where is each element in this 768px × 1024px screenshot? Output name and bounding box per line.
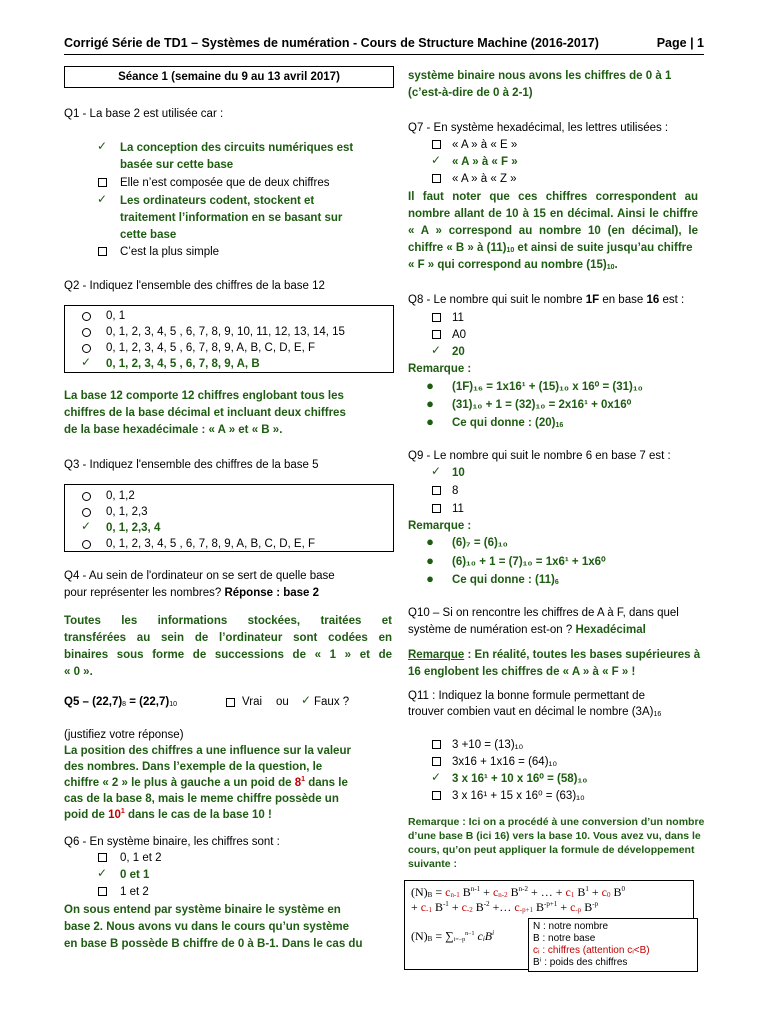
q8-bold: 16 xyxy=(646,294,660,306)
bullet-icon: ● xyxy=(426,534,434,549)
q2-option: 0, 1, 2, 3, 4, 5 , 6, 7, 8, 9, 10, 11, 12, 13, 14, 15 xyxy=(106,326,345,338)
formula-line-3: $(N)_B = \sum_{i=-p}^{n-1}$ $c_iB^i$ xyxy=(411,929,495,943)
q11-remark: suivante : xyxy=(408,858,458,870)
q4-answer: Réponse : base 2 xyxy=(224,587,320,599)
checkbox-icon xyxy=(428,484,444,500)
header-title: Corrigé Série de TD1 – Systèmes de numération - Cours de Structure Machine (2016-2017) xyxy=(64,36,599,50)
q5-explanation: des nombres. Dans l’exemple de la question, le xyxy=(64,761,323,773)
legend-c: cᵢ : chiffres (attention cᵢ<B) xyxy=(533,945,650,956)
q6-option: 1 et 2 xyxy=(120,886,149,898)
q8-remark-line: (31)₁₀ + 1 = (32)₁₀ = 2x16¹ + 0x16⁰ xyxy=(452,399,632,411)
q10-remark-label: Remarque xyxy=(408,649,465,661)
q9-option: 11 xyxy=(452,503,464,515)
q5-vrai: Vrai xyxy=(242,696,263,708)
q8-text: Q8 - Le nombre qui suit le nombre xyxy=(408,294,586,306)
q9-remark-line: (6)₇ = (6)₁₀ xyxy=(452,537,508,549)
bullet-icon: ● xyxy=(426,378,434,393)
q7-option: « A » à « E » xyxy=(452,139,518,151)
q8-option: 11 xyxy=(452,312,464,324)
q6-option-correct: 0 et 1 xyxy=(120,869,150,881)
q11-option: 3 x 16¹ + 15 x 16⁰ = (63)₁₀ xyxy=(452,790,585,802)
q11-text: trouver combien vaut en décimal le nombre (3A) xyxy=(408,706,654,718)
q10-remark xyxy=(408,647,700,663)
radio-icon xyxy=(78,326,94,342)
q11-question: Q11 : Indiquez la bonne formule permettant de xyxy=(408,690,645,702)
checkbox-icon xyxy=(94,176,110,192)
q5-explanation: cas de la base 8, mais le meme chiffre possède un xyxy=(64,793,339,805)
check-icon: ✓ xyxy=(430,770,442,784)
q8-text: Ce qui donne : (20) xyxy=(452,417,556,429)
radio-icon xyxy=(78,310,94,326)
q3-option: 0, 1,2 xyxy=(106,490,135,502)
q8-option: A0 xyxy=(452,329,467,341)
q1-option-1: La conception des circuits numériques est xyxy=(120,142,354,154)
check-icon: ✓ xyxy=(96,866,108,880)
q2-option: 0, 1 xyxy=(106,310,126,322)
q11-question-cont xyxy=(408,704,661,720)
q7-question: Q7 - En système hexadécimal, les lettres utilisées : xyxy=(408,122,669,134)
q10-remark: 16 englobent les chiffres de « A » à « F » ! xyxy=(408,666,636,678)
q11-remark: d’une base B (ici 16) vers la base 10. Vous avez vu, dans le xyxy=(408,830,701,842)
q1-option-3-cont: traitement l’information en se basant sur xyxy=(120,212,343,224)
q8-bold: 1F xyxy=(585,294,600,306)
q7-option: « A » à « Z » xyxy=(452,173,517,185)
q8-text: est : xyxy=(659,294,685,306)
q2-answer: de la base hexadécimale : « A » et « B ». xyxy=(64,424,283,436)
q11-option: 3 +10 = (13)₁₀ xyxy=(452,739,524,751)
q8-text: en base xyxy=(599,294,647,306)
q10-question-cont xyxy=(408,622,646,638)
formula-legend xyxy=(528,918,698,972)
q8-sub: 16 xyxy=(555,422,564,429)
right-column xyxy=(408,0,708,1024)
q5-explanation xyxy=(64,775,348,791)
q5-red: 10 xyxy=(108,809,121,821)
q7-text: « F » qui correspond au nombre (15) xyxy=(408,259,607,271)
q9-option: 8 xyxy=(452,485,459,497)
q4-explanation: binaires sous forme de successions de « 1 » et de xyxy=(64,649,392,661)
q2-option-correct: 0, 1, 2, 3, 4, 5 , 6, 7, 8, 9, A, B xyxy=(106,358,260,370)
q6-explanation: (c’est-à-dire de 0 à 2-1) xyxy=(408,87,533,99)
q7-sub: 10 xyxy=(506,247,515,254)
q5-sub: 8 xyxy=(122,701,127,708)
q6-explanation: en base B possède B chiffre de 0 à B-1. Dans le cas du xyxy=(64,938,363,950)
q6-explanation: On sous entend par système binaire le système en xyxy=(64,904,341,916)
bullet-icon: ● xyxy=(426,414,434,429)
q11-remark: cours, qu’on peut appliquer la formule de développement xyxy=(408,844,695,856)
q2-option: 0, 1, 2, 3, 4, 5 , 6, 7, 8, 9, A, B, C, D, E, F xyxy=(106,342,316,354)
bullet-icon: ● xyxy=(426,553,434,568)
check-icon: ✓ xyxy=(96,139,108,153)
legend-b: B : notre base xyxy=(533,933,596,944)
q2-answer: chiffres de la base décimal et incluant deux chiffres xyxy=(64,407,346,419)
q11-sub: 16 xyxy=(653,711,662,718)
q7-explanation: Il faut noter que ces chiffres correspondent au xyxy=(408,191,698,203)
q7-explanation: « A » correspond au nombre 10 (en décimal), le xyxy=(408,225,698,237)
left-column xyxy=(64,0,394,1024)
q7-text: et ainsi de suite jusqu’au chiffre xyxy=(514,242,693,254)
checkbox-icon xyxy=(428,738,444,754)
q6-explanation: base 2. Nous avons vu dans le cours qu’un système xyxy=(64,921,350,933)
q6-explanation: système binaire nous avons les chiffres de 0 à 1 xyxy=(408,70,672,82)
q4-explanation: Toutes les informations stockées, traitées et xyxy=(64,615,392,627)
q5-text: poid de xyxy=(64,809,109,821)
q7-text: chiffre « B » à (11) xyxy=(408,242,507,254)
check-icon: ✓ xyxy=(96,192,108,206)
q5-faux: Faux ? xyxy=(314,696,350,708)
check-icon: ✓ xyxy=(430,153,442,167)
formula-line-1: $(N)_B = c_{n-1}$ $B^{n-1} + c_{n-2}$ $B^{n-2}$ + … + $c_1$ $B^1 + c_0$ $B^0$ xyxy=(411,885,625,899)
q7-text: . xyxy=(614,259,618,271)
q9-question: Q9 - Le nombre qui suit le nombre 6 en base 7 est : xyxy=(408,450,671,462)
q5-sub: 10 xyxy=(169,701,178,708)
checkbox-icon xyxy=(428,311,444,327)
q11-option-correct: 3 x 16¹ + 10 x 16⁰ = (58)₁₀ xyxy=(452,773,588,785)
q10-text: système de numération est-on ? xyxy=(408,624,576,636)
bullet-icon: ● xyxy=(426,396,434,411)
radio-icon xyxy=(78,538,94,554)
checkbox-icon xyxy=(94,885,110,901)
q7-explanation xyxy=(408,240,693,256)
q9-option-correct: 10 xyxy=(452,467,465,479)
page-number: Page | 1 xyxy=(656,36,704,50)
q5-label: Q5 – (22,7) xyxy=(64,696,123,708)
q5-justify: (justifiez votre réponse) xyxy=(64,729,184,741)
q10-question: Q10 – Si on rencontre les chiffres de A à F, dans quel xyxy=(408,607,679,619)
q10-answer: Hexadécimal xyxy=(575,624,646,636)
q8-question xyxy=(408,292,684,308)
q9-text: Ce qui donne : (11) xyxy=(452,574,555,586)
formula-line-2: + $c_{-1}$ $B^{-1} + c_{-2}$ $B^{-2}$ +… $c_{-p+1}$ $B^{-p+1} + c_{-p}$ $B^{-p}$ xyxy=(411,900,599,914)
q9-sub: 6 xyxy=(554,579,559,586)
q3-question: Q3 - Indiquez l'ensemble des chiffres de la base 5 xyxy=(64,459,319,471)
q5-ou: ou xyxy=(276,696,289,708)
q1-option-3: Les ordinateurs codent, stockent et xyxy=(120,195,315,207)
q5-red-sup: 1 xyxy=(301,776,306,784)
q5-text: dans le xyxy=(305,777,348,789)
q5-eq: = (22,7) xyxy=(126,696,170,708)
checkbox-icon xyxy=(428,789,444,805)
q9-remark-line xyxy=(452,572,559,588)
legend-bi: Bⁱ : poids des chiffres xyxy=(533,957,628,968)
q10-text: : En réalité, toutes les bases supérieures à xyxy=(464,649,701,661)
q5-question xyxy=(64,694,177,710)
q4-question-cont xyxy=(64,585,319,601)
q5-red: 8 xyxy=(294,777,302,789)
q8-remark-line xyxy=(452,415,563,431)
q1-question: Q1 - La base 2 est utilisée car : xyxy=(64,108,224,120)
q3-option: 0, 1, 2, 3, 4, 5 , 6, 7, 8, 9, A, B, C, D, E, F xyxy=(106,538,316,550)
q7-explanation xyxy=(408,257,618,273)
check-icon: ✓ xyxy=(430,464,442,478)
q4-question-text: pour représenter les nombres? xyxy=(64,587,225,599)
q1-option-2: Elle n’est composée que de deux chiffres xyxy=(120,177,330,189)
q7-explanation: nombre allant de 10 à 15 en décimal. Ainsi le chiffre xyxy=(408,208,698,220)
bullet-icon: ● xyxy=(426,571,434,586)
q4-question: Q4 - Au sein de l'ordinateur on se sert de quelle base xyxy=(64,570,335,582)
q5-text: chiffre « 2 » le plus à gauche a un poid de xyxy=(64,777,295,789)
checkbox-icon xyxy=(94,245,110,261)
q2-question: Q2 - Indiquez l'ensemble des chiffres de la base 12 xyxy=(64,280,325,292)
check-icon: ✓ xyxy=(80,519,92,533)
q5-text: dans le cas de la base 10 ! xyxy=(124,809,272,821)
q1-option-1-cont: basée sur cette base xyxy=(120,159,234,171)
q5-explanation: La position des chiffres a une influence sur la valeur xyxy=(64,745,351,757)
q11-option: 3x16 + 1x16 = (64)₁₀ xyxy=(452,756,558,768)
checkbox-icon xyxy=(428,172,444,188)
q8-option-correct: 20 xyxy=(452,346,465,358)
q4-explanation: « 0 ». xyxy=(64,666,93,678)
q9-remarque: Remarque : xyxy=(408,520,472,532)
q1-option-3-cont2: cette base xyxy=(120,229,177,241)
q6-option: 0, 1 et 2 xyxy=(120,852,162,864)
check-icon: ✓ xyxy=(430,343,442,357)
legend-n: N : notre nombre xyxy=(533,921,609,932)
q3-option: 0, 1, 2,3 xyxy=(106,506,148,518)
q2-answer: La base 12 comporte 12 chiffres englobant tous les xyxy=(64,390,344,402)
q5-red-sup: 1 xyxy=(120,808,125,816)
q1-option-4: C’est la plus simple xyxy=(120,246,220,258)
check-icon: ✓ xyxy=(300,693,312,707)
q9-remark-line: (6)₁₀ + 1 = (7)₁₀ = 1x6¹ + 1x6⁰ xyxy=(452,556,606,568)
q5-explanation xyxy=(64,807,272,823)
q7-option-correct: « A » à « F » xyxy=(452,156,518,168)
check-icon: ✓ xyxy=(80,355,92,369)
radio-icon xyxy=(78,490,94,506)
seance-title: Séance 1 (semaine du 9 au 13 avril 2017) xyxy=(118,71,340,83)
q4-explanation: transférées au sein de l’ordinateur sont codées en xyxy=(64,632,392,644)
checkbox-icon xyxy=(222,696,238,712)
q6-question: Q6 - En système binaire, les chiffres sont : xyxy=(64,836,280,848)
q8-remarque: Remarque : xyxy=(408,363,472,375)
q7-sub: 10 xyxy=(606,264,615,271)
q3-option-correct: 0, 1, 2,3, 4 xyxy=(106,522,161,534)
checkbox-icon xyxy=(428,502,444,518)
q11-remark: Remarque : Ici on a procédé à une conversion d’un nombre xyxy=(408,816,705,828)
q8-remark-line: (1F)₁₆ = 1x16¹ + (15)₁₀ x 16⁰ = (31)₁₀ xyxy=(452,381,643,393)
